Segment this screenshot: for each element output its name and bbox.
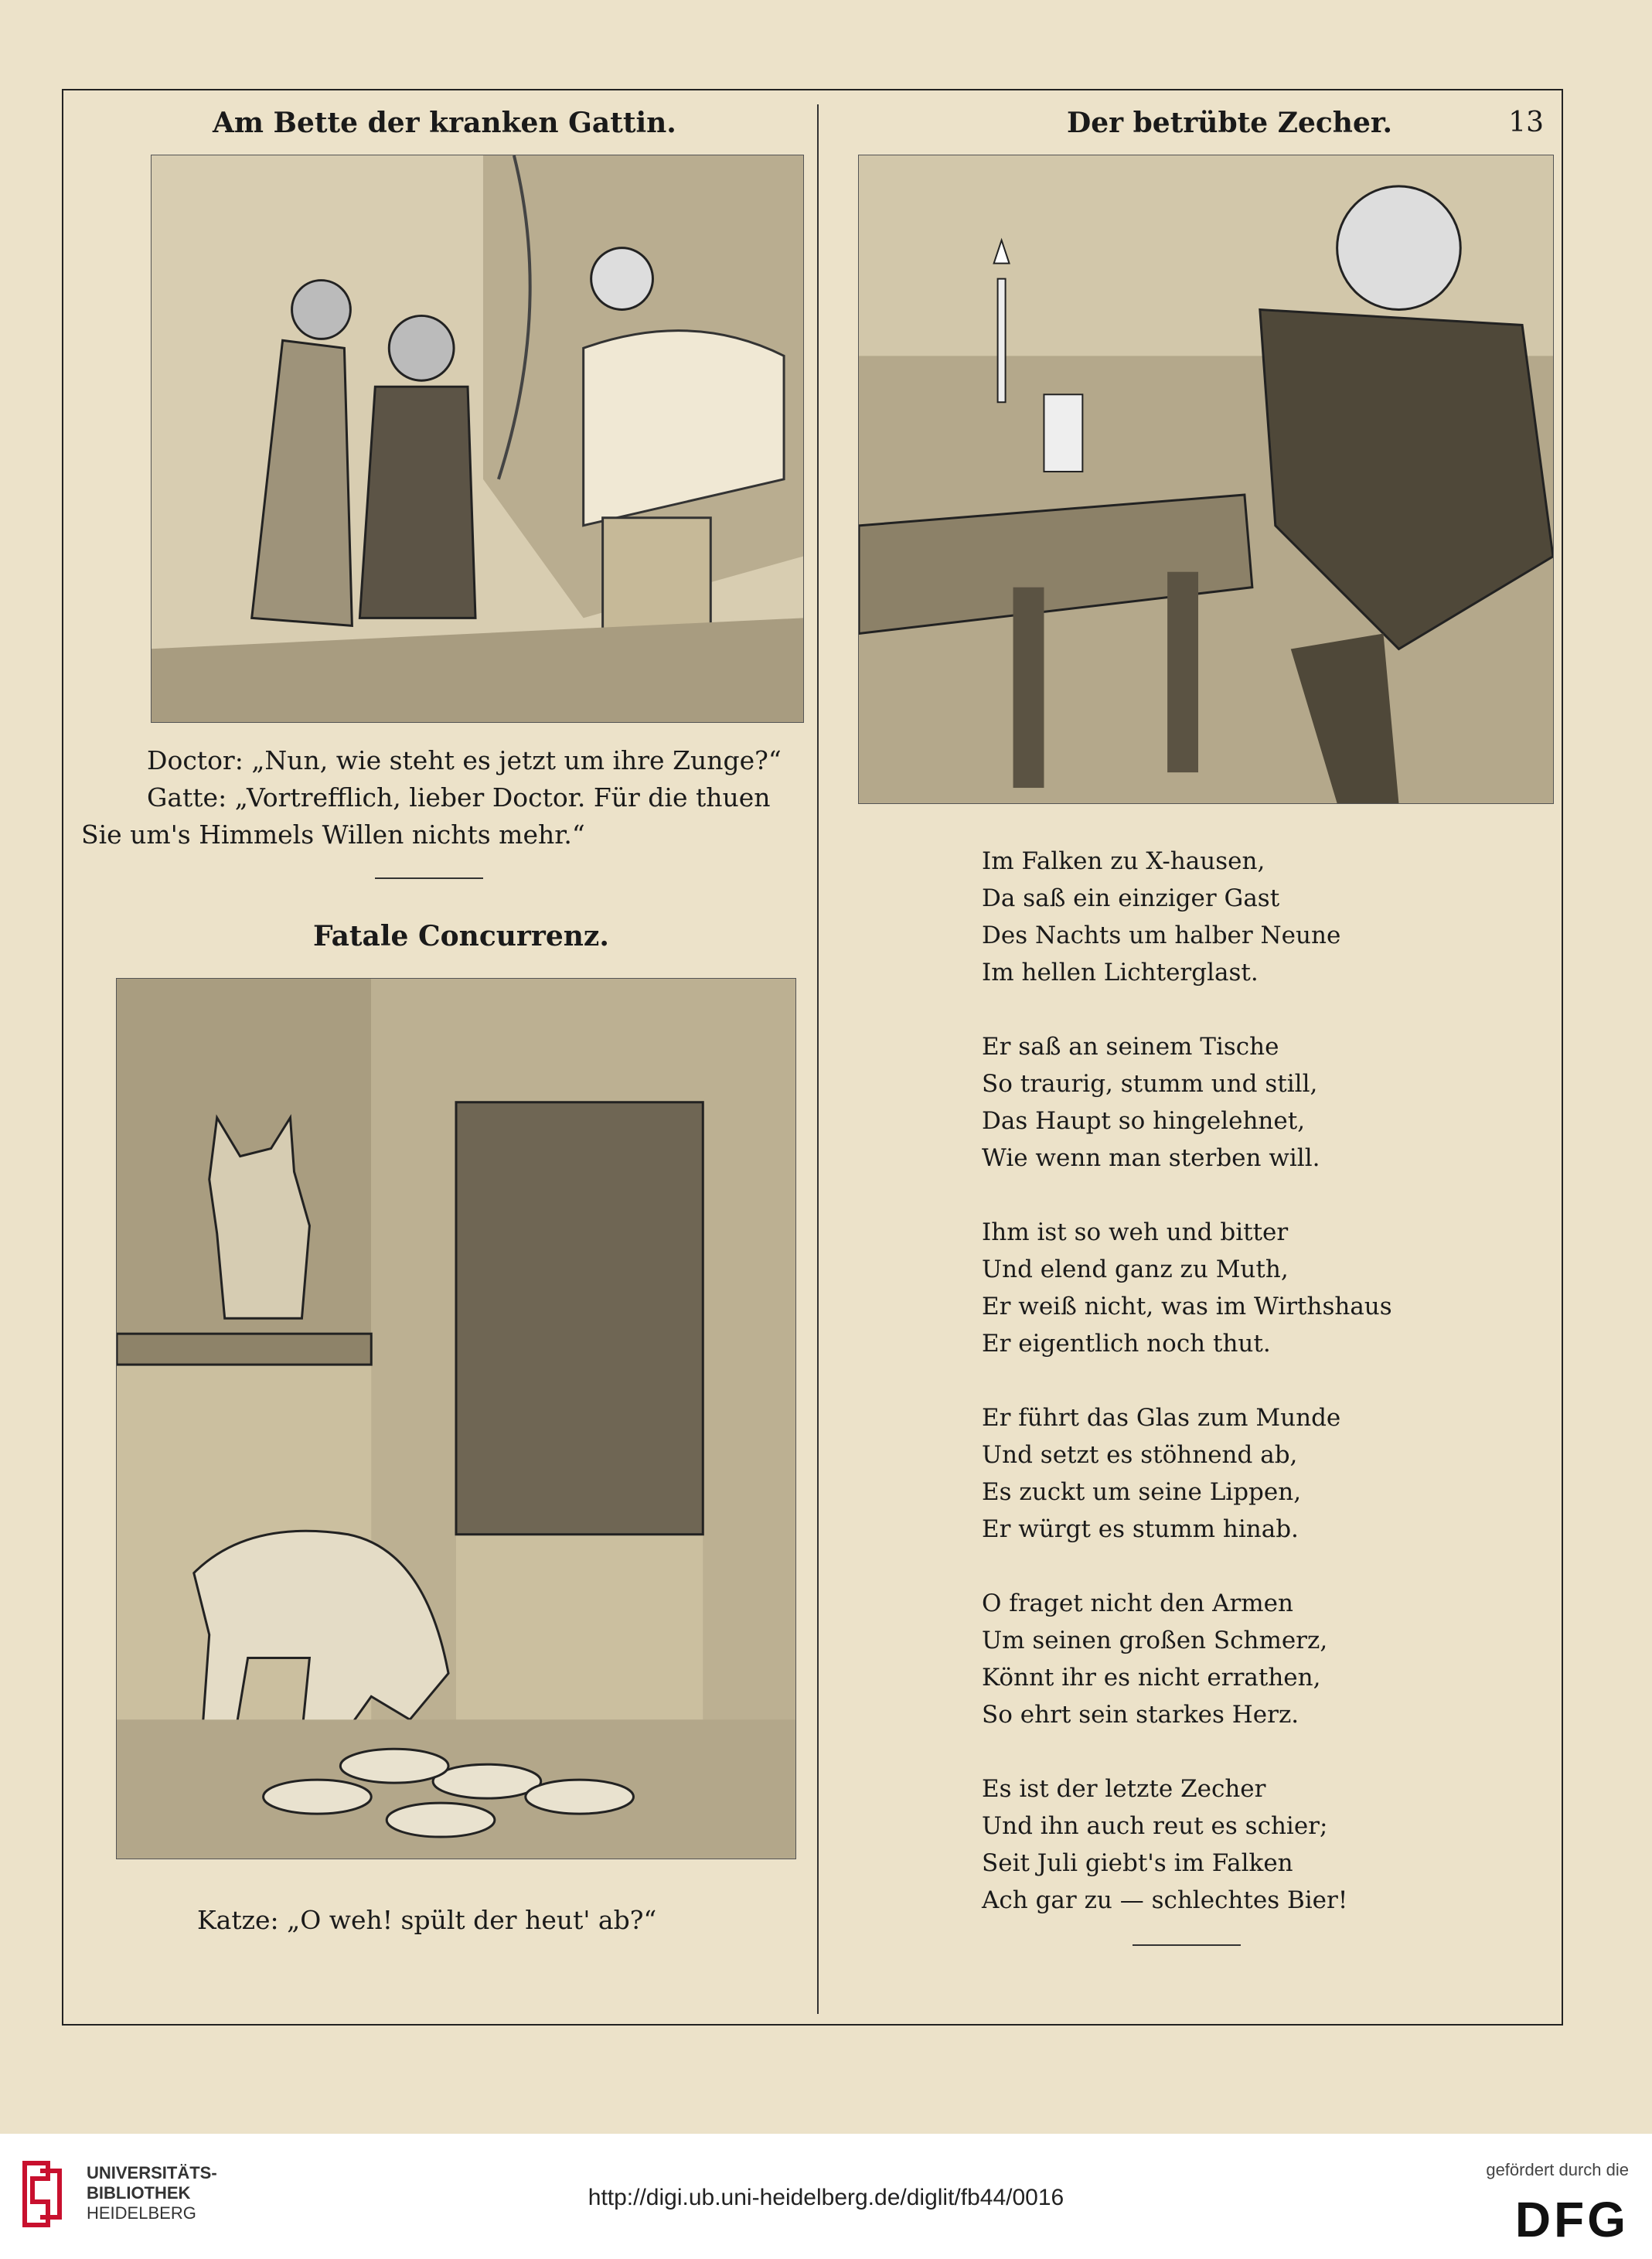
caption-doctor-line: Doctor: „Nun, wie steht es jetzt um ihre Zunge?“ [147, 745, 782, 775]
poem-line: Und setzt es stöhnend ab, [982, 1441, 1298, 1469]
poem [982, 843, 1477, 1956]
poem-line: Es zuckt um seine Lippen, [982, 1478, 1302, 1506]
poem-stanza [982, 1028, 1477, 1177]
footer-bar [0, 2134, 1652, 2259]
caption-husband-line: Gatte: „Vortrefflich, lieber Doctor. Für die thuen [147, 782, 771, 813]
poem-stanza [982, 1399, 1477, 1548]
title-am-bette: Am Bette der kranken Gattin. [213, 107, 676, 139]
permalink-url[interactable]: http://digi.ub.uni-heidelberg.de/diglit/fb44/0016 [588, 2185, 1064, 2210]
poem-line: Und elend ganz zu Muth, [982, 1256, 1289, 1283]
poem-line: So ehrt sein starkes Herz. [982, 1701, 1299, 1729]
poem-line: Da saß ein einziger Gast [982, 884, 1280, 912]
poem-line: Im hellen Lichterglast. [982, 959, 1259, 986]
poem-stanza [982, 843, 1477, 991]
poem-stanza [982, 1770, 1477, 1919]
poem-line: Ach gar zu — schlechtes Bier! [982, 1886, 1348, 1914]
poem-line: Ihm ist so weh und bitter [982, 1218, 1289, 1246]
poem-line: Er eigentlich noch thut. [982, 1330, 1271, 1358]
funded-by-label: gefördert durch die [1486, 2160, 1629, 2179]
poem-line: Und ihn auch reut es schier; [982, 1812, 1328, 1840]
poem-line: Er weiß nicht, was im Wirthshaus [982, 1293, 1392, 1320]
poem-line: Er führt das Glas zum Munde [982, 1404, 1341, 1432]
poem-line: Er saß an seinem Tische [982, 1033, 1279, 1061]
poem-stanza [982, 1585, 1477, 1733]
title-fatale-concurrenz: Fatale Concurrenz. [313, 920, 609, 952]
poem-line: Könnt ihr es nicht errathen, [982, 1664, 1321, 1692]
illustration-cat-and-dog [116, 978, 796, 1859]
section-rule [1133, 1944, 1241, 1946]
page-number: 13 [1508, 107, 1544, 138]
library-name-line: UNIVERSITÄTS- [87, 2163, 217, 2182]
library-name-line: HEIDELBERG [87, 2203, 196, 2223]
poem-line: O fraget nicht den Armen [982, 1589, 1293, 1617]
caption-husband-line-2: Sie um's Himmels Willen nichts mehr.“ [81, 819, 585, 850]
caption-cat: Katze: „O weh! spült der heut' ab?“ [197, 1905, 657, 1935]
section-rule [375, 877, 483, 879]
illustration-doctor-sickbed [151, 155, 804, 723]
poem-stanza [982, 1214, 1477, 1362]
poem-line: Es ist der letzte Zecher [982, 1775, 1266, 1803]
poem-line: So traurig, stumm und still, [982, 1070, 1318, 1098]
poem-line: Im Falken zu X-hausen, [982, 847, 1265, 875]
poem-line: Seit Juli giebt's im Falken [982, 1849, 1293, 1877]
library-name-line: BIBLIOTHEK [87, 2183, 191, 2203]
poem-line: Er würgt es stumm hinab. [982, 1515, 1299, 1543]
title-der-betruebte-zecher: Der betrübte Zecher. [1067, 107, 1393, 139]
poem-line: Wie wenn man sterben will. [982, 1144, 1320, 1172]
column-divider [817, 104, 819, 2014]
illustration-sad-drinker [858, 155, 1554, 804]
poem-line: Des Nachts um halber Neune [982, 922, 1341, 949]
poem-line: Das Haupt so hingelehnet, [982, 1107, 1306, 1135]
dfg-logo: DFG [1514, 2192, 1629, 2247]
poem-line: Um seinen großen Schmerz, [982, 1627, 1328, 1654]
